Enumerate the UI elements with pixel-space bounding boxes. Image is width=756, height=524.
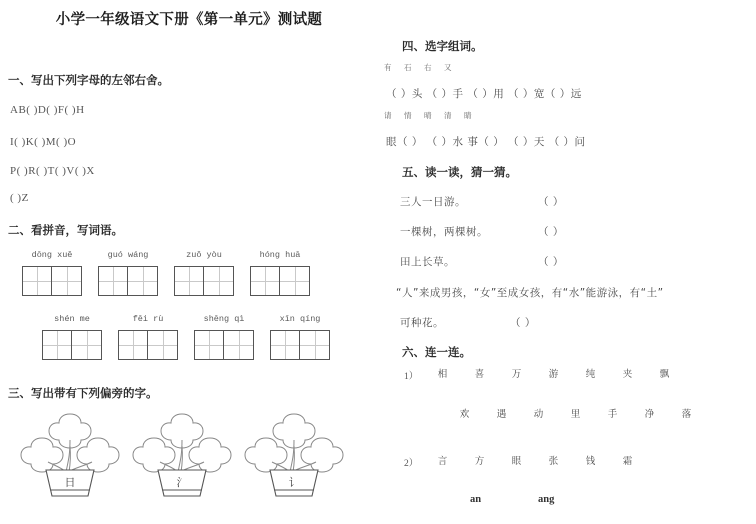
section-one-line-3: P( )R( )T( )V( )X: [10, 165, 95, 177]
pot-radical-label: 日: [64, 476, 76, 489]
match-char[interactable]: 相: [437, 369, 448, 380]
pinyin-row-1: [14, 250, 318, 260]
pinyin-word: zuǒ yòu: [186, 250, 222, 260]
writing-cell[interactable]: [72, 330, 102, 360]
flowerpot-icon: [126, 400, 238, 512]
long-riddle-line-1: “人”来成男孩，“女”至成女孩，有“水”能游泳，有“土”: [396, 287, 664, 299]
writing-grid-pair[interactable]: [34, 330, 110, 360]
pot-radical-label: 讠: [288, 476, 300, 489]
pinyin-word: guó wáng: [107, 250, 149, 260]
writing-grid-row-2: [34, 330, 338, 360]
choice-char: 清: [444, 111, 452, 120]
match-group-1-top-row: [424, 366, 683, 380]
writing-grid-pair[interactable]: [262, 330, 338, 360]
final-an[interactable]: an: [470, 494, 482, 505]
writing-cell[interactable]: [42, 330, 72, 360]
writing-cell[interactable]: [194, 330, 224, 360]
choice-char: 石: [404, 63, 412, 72]
flowerpot-unit: [238, 400, 350, 512]
match-char[interactable]: 张: [548, 456, 559, 467]
pinyin-word: fēi rù: [132, 314, 164, 324]
choice-char: 睛: [464, 111, 472, 120]
match-char[interactable]: 钱: [585, 456, 596, 467]
final-ang[interactable]: ang: [538, 494, 555, 505]
choice-char: 情: [404, 111, 412, 120]
match-char[interactable]: 夹: [622, 369, 633, 380]
match-char[interactable]: 纯: [585, 369, 596, 380]
section-one-line-1: AB( )D( )F( )H: [10, 104, 85, 116]
group-1-label: 1）: [404, 372, 419, 382]
writing-grid-pair[interactable]: [186, 330, 262, 360]
match-char[interactable]: 动: [533, 409, 544, 420]
choice-char: 又: [444, 63, 452, 72]
writing-cell[interactable]: [204, 266, 234, 296]
writing-grid-pair[interactable]: [242, 266, 318, 296]
section-five-heading: 五、读一读，猜一猜。: [402, 167, 517, 179]
match-char[interactable]: 欢: [459, 409, 470, 420]
pinyin-word: hóng huā: [259, 250, 301, 260]
writing-cell[interactable]: [280, 266, 310, 296]
writing-cell[interactable]: [128, 266, 158, 296]
riddle-text-3: 田上长草。: [400, 256, 455, 268]
match-char[interactable]: 遇: [496, 409, 507, 420]
section-one-line-4: ( )Z: [10, 192, 29, 204]
writing-grid-pair[interactable]: [166, 266, 242, 296]
choice-char: 请: [384, 111, 392, 120]
writing-cell[interactable]: [148, 330, 178, 360]
right-column: [378, 0, 756, 524]
section-four-blanks-1[interactable]: （ ）头 （ ）手 （ ）用 （ ）宽（ ）远: [386, 88, 582, 100]
pinyin-word: shén me: [54, 314, 90, 324]
match-char[interactable]: 里: [570, 409, 581, 420]
writing-cell[interactable]: [174, 266, 204, 296]
section-three-heading: 三、写出带有下列偏旁的字。: [8, 388, 158, 400]
section-one-line-2: I( )K( )M( )O: [10, 136, 77, 148]
section-two-heading: 二、看拼音，写词语。: [8, 225, 123, 237]
choice-char: 有: [384, 63, 392, 72]
match-group-2-row: [424, 453, 646, 467]
match-char[interactable]: 手: [607, 409, 618, 420]
section-four-choices-1: [384, 62, 464, 73]
pinyin-word: shēng qì: [203, 314, 245, 324]
flowerpot-icon: [14, 400, 126, 512]
match-char[interactable]: 游: [548, 369, 559, 380]
pinyin-row-2: [34, 314, 338, 324]
match-char[interactable]: 霜: [622, 456, 633, 467]
match-char[interactable]: 喜: [474, 369, 485, 380]
riddle-text-2: 一棵树，两棵树。: [400, 226, 488, 238]
long-riddle-answer[interactable]: （ ）: [510, 317, 536, 329]
section-four-blanks-2[interactable]: 眼（ ） （ ）水 事（ ） （ ）天 （ ）问: [386, 136, 586, 148]
flowerpot-unit: [14, 400, 126, 512]
section-four-heading: 四、选字组词。: [402, 41, 483, 53]
page-title: 小学一年级语文下册《第一单元》测试题: [55, 12, 323, 28]
match-char[interactable]: 言: [437, 456, 448, 467]
match-group-1-bottom-row: [446, 406, 705, 420]
writing-grid-pair[interactable]: [14, 266, 90, 296]
match-char[interactable]: 方: [474, 456, 485, 467]
choice-char: 右: [424, 63, 432, 72]
flowerpot-unit: [126, 400, 238, 512]
riddle-answer-2[interactable]: （ ）: [538, 226, 564, 238]
section-four-choices-2: [384, 110, 484, 121]
writing-cell[interactable]: [270, 330, 300, 360]
section-one-heading: 一、写出下列字母的左邻右舍。: [8, 75, 169, 87]
match-char[interactable]: 万: [511, 369, 522, 380]
writing-grid-pair[interactable]: [110, 330, 186, 360]
match-char[interactable]: 飘: [659, 369, 670, 380]
writing-cell[interactable]: [98, 266, 128, 296]
writing-cell[interactable]: [118, 330, 148, 360]
writing-cell[interactable]: [224, 330, 254, 360]
writing-cell[interactable]: [52, 266, 82, 296]
riddle-answer-3[interactable]: （ ）: [538, 256, 564, 268]
group-2-label: 2）: [404, 459, 419, 469]
choice-char: 晴: [424, 111, 432, 120]
long-riddle-line-2: 可种花。: [400, 317, 444, 329]
flowerpot-icon: [238, 400, 350, 512]
riddle-text-1: 三人一日游。: [400, 196, 466, 208]
writing-cell[interactable]: [22, 266, 52, 296]
writing-cell[interactable]: [250, 266, 280, 296]
pot-radical-label: 氵: [176, 476, 188, 489]
match-char[interactable]: 眼: [511, 456, 522, 467]
flowerpot-illustrations: [14, 400, 350, 512]
match-char[interactable]: 落: [681, 409, 692, 420]
writing-cell[interactable]: [300, 330, 330, 360]
pinyin-word: dōng xuě: [31, 250, 73, 260]
writing-grid-row-1: [14, 266, 318, 296]
match-char[interactable]: 净: [644, 409, 655, 420]
riddle-answer-1[interactable]: （ ）: [538, 196, 564, 208]
section-six-heading: 六、连一连。: [402, 347, 471, 359]
pinyin-word: xīn qíng: [279, 314, 321, 324]
writing-grid-pair[interactable]: [90, 266, 166, 296]
